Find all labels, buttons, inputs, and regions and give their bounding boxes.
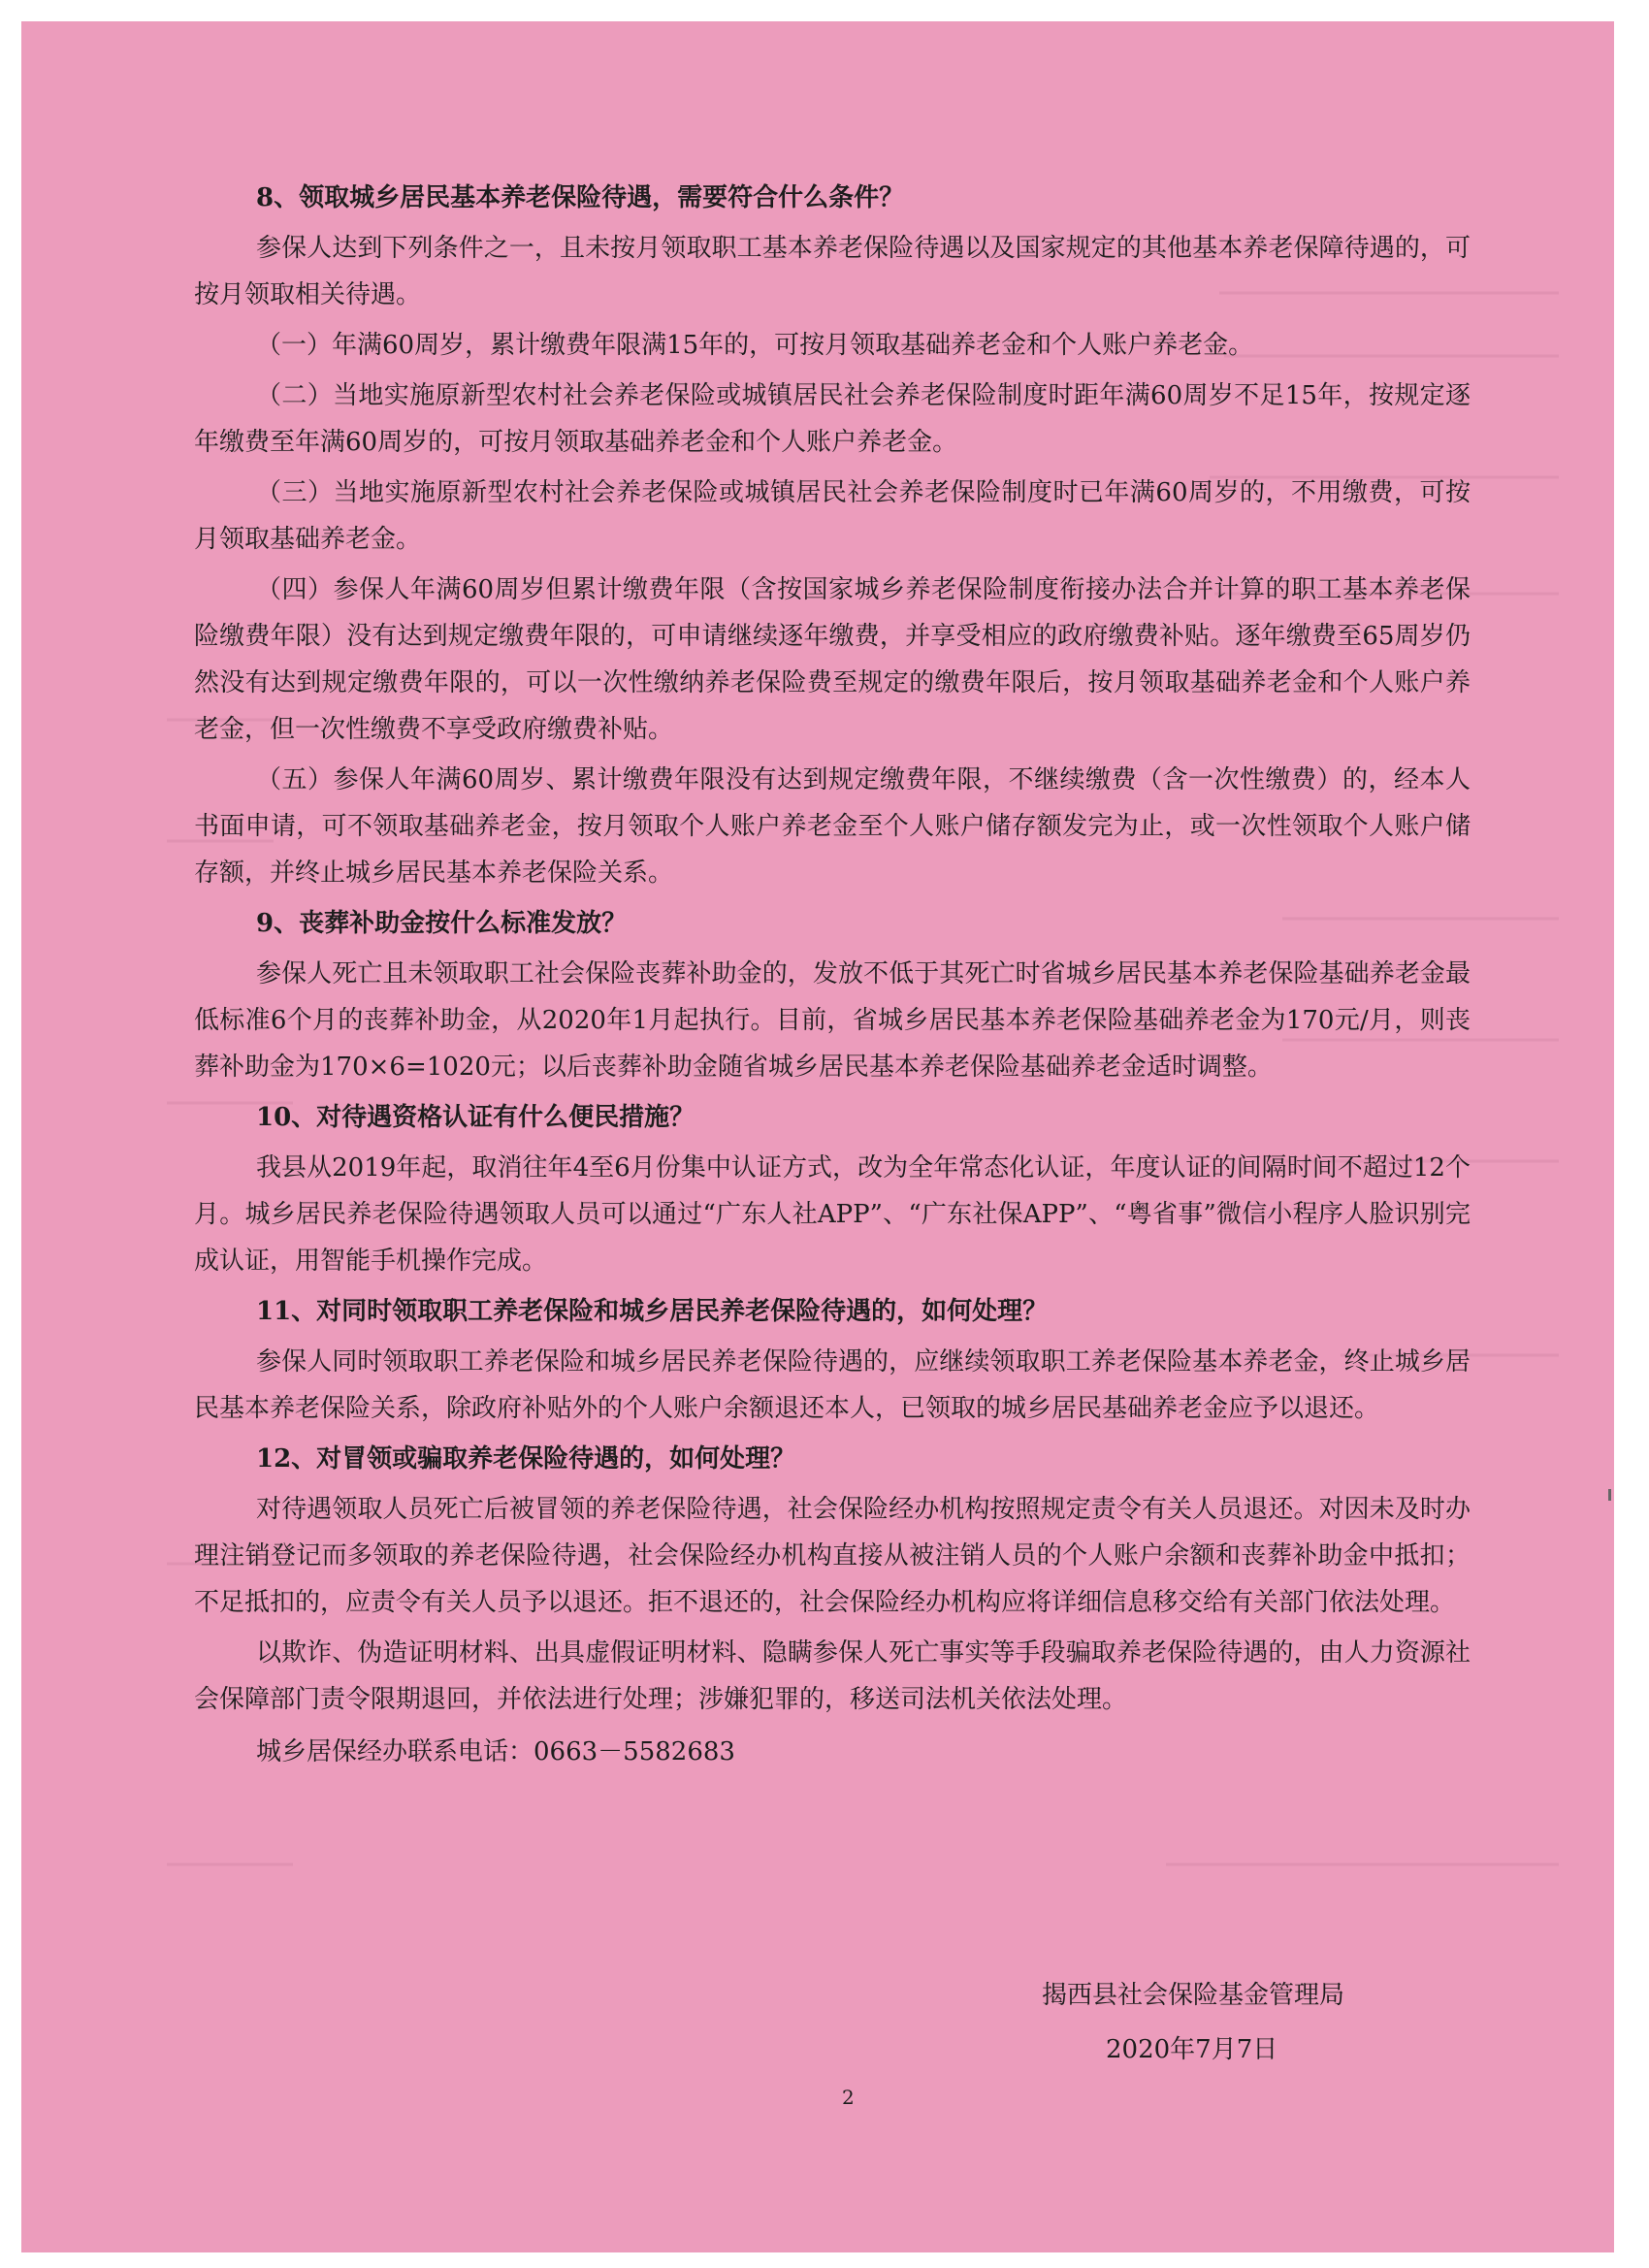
section-heading: 8、领取城乡居民基本养老保险待遇，需要符合什么条件？ xyxy=(256,183,905,212)
section-12 xyxy=(194,1436,1471,1723)
paragraph: （二）当地实施原新型农村社会养老保险或城镇居民社会养老保险制度时距年满60周岁不足15年，按规定逐年缴费至年满60周岁的，可按月领取基础养老金和个人账户养老金。 xyxy=(194,381,1471,457)
paragraph: 我县从2019年起，取消往年4至6月份集中认证方式，改为全年常态化认证，年度认证的间隔时间不超过12个月。城乡居民养老保险待遇领取人员可以通过“广东人社APP”、“广东社保APP”、“粤省事”微信小程序人脸识别完成认证，用智能手机操作完成。 xyxy=(194,1153,1471,1276)
section-heading: 9、丧葬补助金按什么标准发放？ xyxy=(256,909,628,938)
signature-date: 2020年7月7日 xyxy=(1106,2035,1278,2064)
page-number: 2 xyxy=(842,2086,855,2109)
paragraph: 参保人死亡且未领取职工社会保险丧葬补助金的，发放不低于其死亡时省城乡居民基本养老保险基础养老金最低标准6个月的丧葬补助金，从2020年1月起执行。目前，省城乡居民基本养老保险基础养老金为170元/月，则丧葬补助金为170×6=1020元；以后丧葬补助金随省城乡居民基本养老保险基础养老金适时调整。 xyxy=(194,959,1471,1082)
section-heading: 10、对待遇资格认证有什么便民措施？ xyxy=(256,1103,695,1132)
section-9 xyxy=(194,900,1471,1090)
paragraph: （四）参保人年满60周岁但累计缴费年限（含按国家城乡养老保险制度衔接办法合并计算的职工基本养老保险缴费年限）没有达到规定缴费年限的，可申请继续逐年缴费，并享受相应的政府缴费补贴。逐年缴费至65周岁仍然没有达到规定缴费年限的，可以一次性缴纳养老保险费至规定的缴费年限后，按月领取基础养老金和个人账户养老金，但一次性缴费不享受政府缴费补贴。 xyxy=(194,575,1471,744)
paragraph: 参保人达到下列条件之一，且未按月领取职工基本养老保险待遇以及国家规定的其他基本养老保障待遇的，可按月领取相关待遇。 xyxy=(194,234,1471,309)
signature-organization: 揭西县社会保险基金管理局 xyxy=(1042,1981,1345,2010)
section-8 xyxy=(194,175,1471,896)
paragraph: 对待遇领取人员死亡后被冒领的养老保险待遇，社会保险经办机构按照规定责令有关人员退还。对因未及时办理注销登记而多领取的养老保险待遇，社会保险经办机构直接从被注销人员的个人账户余额和丧葬补助金中抵扣；不足抵扣的，应责令有关人员予以退还。拒不退还的，社会保险经办机构应将详细信息移交给有关部门依法处理。 xyxy=(194,1495,1471,1617)
section-heading: 12、对冒领或骗取养老保险待遇的，如何处理？ xyxy=(256,1444,796,1474)
section-11 xyxy=(194,1288,1471,1432)
document-body xyxy=(194,175,1471,1775)
paragraph: （五）参保人年满60周岁、累计缴费年限没有达到规定缴费年限，不继续缴费（含一次性缴费）的，经本人书面申请，可不领取基础养老金，按月领取个人账户养老金至个人账户储存额发完为止，或一次性领取个人账户储存额，并终止城乡居民基本养老保险关系。 xyxy=(194,765,1471,888)
section-heading: 11、对同时领取职工养老保险和城乡居民养老保险待遇的，如何处理？ xyxy=(256,1297,1049,1326)
contact-phone: 城乡居保经办联系电话：0663－5582683 xyxy=(256,1737,735,1766)
document-page xyxy=(21,21,1614,2252)
section-10 xyxy=(194,1094,1471,1284)
paragraph: 以欺诈、伪造证明材料、出具虚假证明材料、隐瞒参保人死亡事实等手段骗取养老保险待遇的，由人力资源社会保障部门责令限期退回，并依法进行处理；涉嫌犯罪的，移送司法机关依法处理。 xyxy=(194,1638,1471,1714)
paragraph: （三）当地实施原新型农村社会养老保险或城镇居民社会养老保险制度时已年满60周岁的，不用缴费，可按月领取基础养老金。 xyxy=(194,478,1471,554)
paragraph: 参保人同时领取职工养老保险和城乡居民养老保险待遇的，应继续领取职工养老保险基本养老金，终止城乡居民基本养老保险关系，除政府补贴外的个人账户余额退还本人，已领取的城乡居民基础养老金应予以退还。 xyxy=(194,1347,1471,1423)
scan-edge-mark xyxy=(1608,1489,1611,1501)
paragraph: （一）年满60周岁，累计缴费年限满15年的，可按月领取基础养老金和个人账户养老金。 xyxy=(256,331,1254,360)
